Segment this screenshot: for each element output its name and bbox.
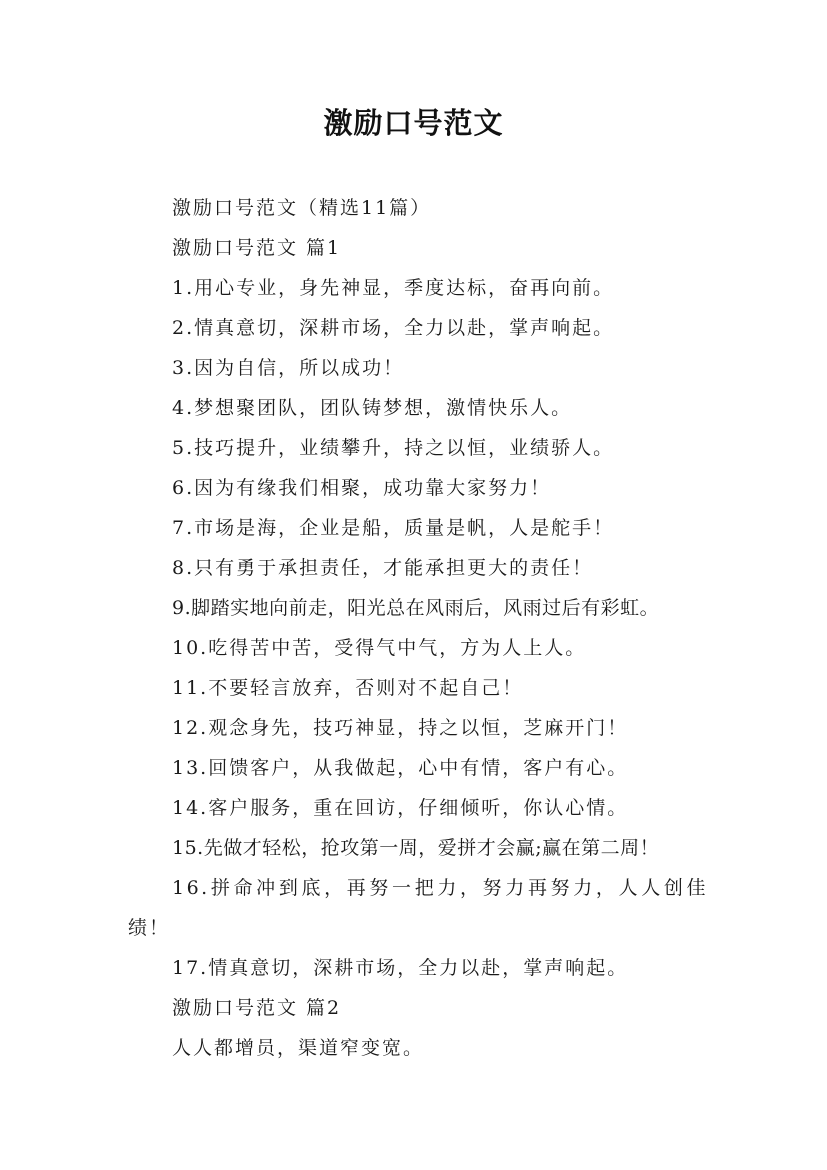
slogan-line: 14.客户服务，重在回访，仔细倾听，你认心情。	[172, 797, 629, 819]
slogan-line: 3.因为自信，所以成功！	[172, 357, 405, 379]
document-body	[128, 188, 708, 1068]
slogan-line: 13.回馈客户，从我做起，心中有情，客户有心。	[172, 757, 629, 779]
slogan-line: 11.不要轻言放弃，否则对不起自己！	[172, 677, 524, 699]
slogan-line: 10.吃得苦中苦，受得气中气，方为人上人。	[172, 637, 587, 659]
slogan-line: 1.用心专业，身先神显，季度达标，奋再向前。	[172, 277, 615, 299]
paragraph-line: 激励口号范文（精选11篇）	[172, 197, 432, 219]
slogan-line-wrapped: 16.拼命冲到底，再努一把力，努力再努力，人人创佳	[172, 877, 708, 899]
slogan-line: 5.技巧提升，业绩攀升，持之以恒，业绩骄人。	[172, 437, 615, 459]
slogan-line-continuation: 绩！	[128, 917, 171, 939]
slogan-line: 4.梦想聚团队，团队铸梦想，激情快乐人。	[172, 397, 573, 419]
slogan-line: 15.先做才轻松，抢攻第一周，爱拼才会赢;赢在第二周！	[172, 837, 660, 859]
slogan-line: 9.脚踏实地向前走，阳光总在风雨后，风雨过后有彩虹。	[172, 597, 660, 619]
slogan-line: 2.情真意切，深耕市场，全力以赴，掌声响起。	[172, 317, 615, 339]
section-heading: 激励口号范文 篇2	[172, 997, 342, 1019]
document-title: 激励口号范文	[323, 106, 504, 140]
slogan-line: 7.市场是海，企业是船，质量是帆，人是舵手！	[172, 517, 615, 539]
slogan-line: 人人都增员，渠道窄变宽。	[172, 1037, 425, 1059]
slogan-line: 17.情真意切，深耕市场，全力以赴，掌声响起。	[172, 957, 629, 979]
slogan-line: 8.只有勇于承担责任，才能承担更大的责任！	[172, 557, 594, 579]
section-heading: 激励口号范文 篇1	[172, 237, 342, 259]
slogan-line: 12.观念身先，技巧神显，持之以恒，芝麻开门！	[172, 717, 629, 739]
slogan-line: 6.因为有缘我们相聚，成功靠大家努力！	[172, 477, 552, 499]
